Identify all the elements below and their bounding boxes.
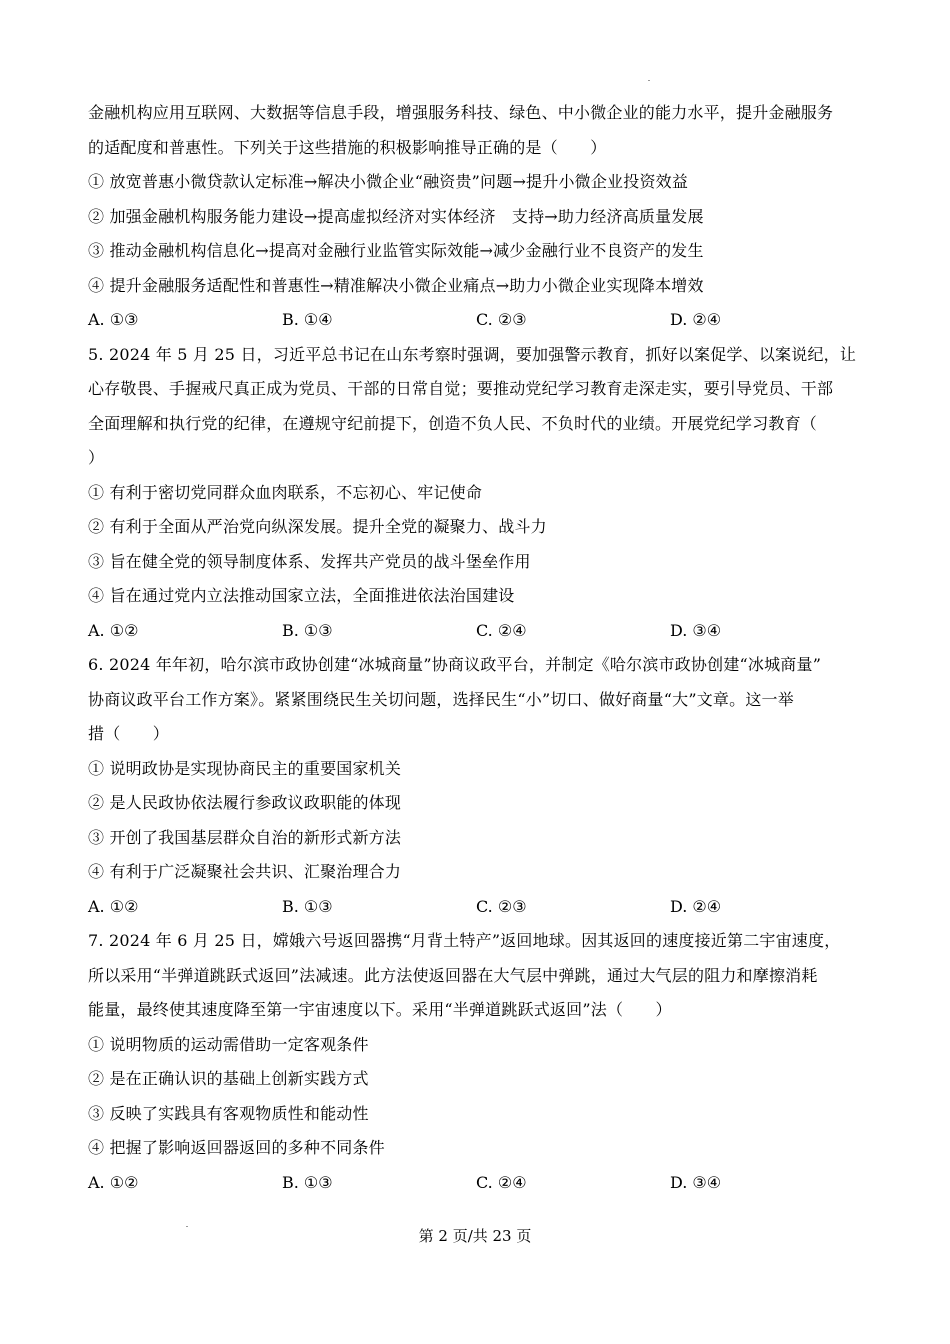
option-b: B. ①③ <box>282 620 333 640</box>
question-4 <box>88 96 864 338</box>
question-content <box>88 96 864 1200</box>
option-d: D. ③④ <box>670 620 722 640</box>
option-c: C. ②③ <box>476 896 527 916</box>
statement-item: ③ 反映了实践具有客观物质性和能动性 <box>88 1103 369 1123</box>
option-d: D. ②④ <box>670 896 722 916</box>
statement-item: ④ 有利于广泛凝聚社会共识、汇聚治理合力 <box>88 862 402 881</box>
question-stem-line: 全面理解和执行党的纪律，在遵规守纪前提下，创造不负人民、不负时代的业绩。开展党纪学习教育（ <box>88 413 818 433</box>
question-stem-line: 金融机构应用互联网、大数据等信息手段，增强服务科技、绿色、中小微企业的能力水平，提升金融服务 <box>88 103 834 122</box>
option-b: B. ①③ <box>282 1172 333 1192</box>
question-stem-line: 所以采用“半弹道跳跃式返回”法减速。此方法使返回器在大气层中弹跳，通过大气层的阻力和摩擦消耗 <box>88 965 818 985</box>
question-stem-line: ） <box>88 448 105 467</box>
statement-item: ③ 推动金融机构信息化→提高对金融行业监管实际效能→减少金融行业不良资产的发生 <box>88 241 704 260</box>
answer-options <box>88 303 864 338</box>
statement-item: ③ 开创了我国基层群众自治的新形式新方法 <box>88 827 402 847</box>
option-c: C. ②④ <box>476 1172 527 1192</box>
statement-item: ② 加强金融机构服务能力建设→提高虚拟经济对实体经济 支持→助力经济高质量发展 <box>88 206 704 226</box>
question-stem-line: 的适配度和普惠性。下列关于这些措施的积极影响推导正确的是（ ） <box>88 137 607 157</box>
option-a: A. ①② <box>88 620 139 640</box>
page-number-footer: 第 2 页/共 23 页 <box>418 1227 532 1245</box>
answer-options <box>88 1166 864 1201</box>
option-b: B. ①④ <box>282 310 333 329</box>
statement-item: ① 说明政协是实现协商民主的重要国家机关 <box>88 758 402 778</box>
statement-item: ③ 旨在健全党的领导制度体系、发挥共产党员的战斗堡垒作用 <box>88 551 531 571</box>
option-c: C. ②④ <box>476 620 527 640</box>
statement-item: ① 有利于密切党同群众血肉联系，不忘初心、牢记使命 <box>88 482 483 502</box>
question-6 <box>88 648 864 924</box>
answer-options <box>88 890 864 925</box>
question-stem-line: 7. 2024 年 6 月 25 日，嫦娥六号返回器携“月背土特产”返回地球。因其返回的速度接近第二宇宙速度， <box>88 931 841 950</box>
option-b: B. ①③ <box>282 896 333 916</box>
option-d: D. ③④ <box>670 1172 722 1192</box>
statement-item: ① 放宽普惠小微贷款认定标准→解决小微企业“融资贵”问题→提升小微企业投资效益 <box>88 172 689 191</box>
statement-item: ④ 旨在通过党内立法推动国家立法，全面推进依法治国建设 <box>88 586 515 605</box>
question-stem-line: 5. 2024 年 5 月 25 日，习近平总书记在山东考察时强调，要加强警示教育，抓好以案促学、以案说纪，让 <box>88 344 857 364</box>
question-stem-line: 6. 2024 年年初，哈尔滨市政协创建“冰城商量”协商议政平台，并制定《哈尔滨市政协创建“冰城商量” <box>88 655 822 674</box>
option-d: D. ②④ <box>670 310 722 329</box>
scan-dot <box>648 80 650 81</box>
question-5 <box>88 338 864 649</box>
option-a: A. ①③ <box>88 310 139 329</box>
question-stem-line: 心存敬畏、手握戒尺真正成为党员、干部的日常自觉；要推动党纪学习教育走深走实，要引导党员、干部 <box>88 379 834 398</box>
option-a: A. ①② <box>88 1172 139 1192</box>
question-stem-line: 措（ ） <box>88 724 170 743</box>
option-a: A. ①② <box>88 896 139 916</box>
option-c: C. ②③ <box>476 310 527 329</box>
statement-item: ② 是在正确认识的基础上创新实践方式 <box>88 1069 369 1088</box>
question-7 <box>88 924 864 1200</box>
statement-item: ① 说明物质的运动需借助一定客观条件 <box>88 1034 369 1054</box>
answer-options <box>88 614 864 649</box>
question-stem-line: 协商议政平台工作方案》。紧紧围绕民生关切问题，选择民生“小”切口、做好商量“大”文章。这一举 <box>88 689 794 709</box>
question-stem-line: 能量，最终使其速度降至第一宇宙速度以下。采用“半弹道跳跃式返回”法（ ） <box>88 1000 672 1019</box>
statement-item: ② 是人民政协依法履行参政议政职能的体现 <box>88 793 402 812</box>
statement-item: ② 有利于全面从严治党向纵深发展。提升全党的凝聚力、战斗力 <box>88 517 547 536</box>
statement-item: ④ 提升金融服务适配性和普惠性→精准解决小微企业痛点→助力小微企业实现降本增效 <box>88 275 704 295</box>
statement-item: ④ 把握了影响返回器返回的多种不同条件 <box>88 1138 385 1157</box>
